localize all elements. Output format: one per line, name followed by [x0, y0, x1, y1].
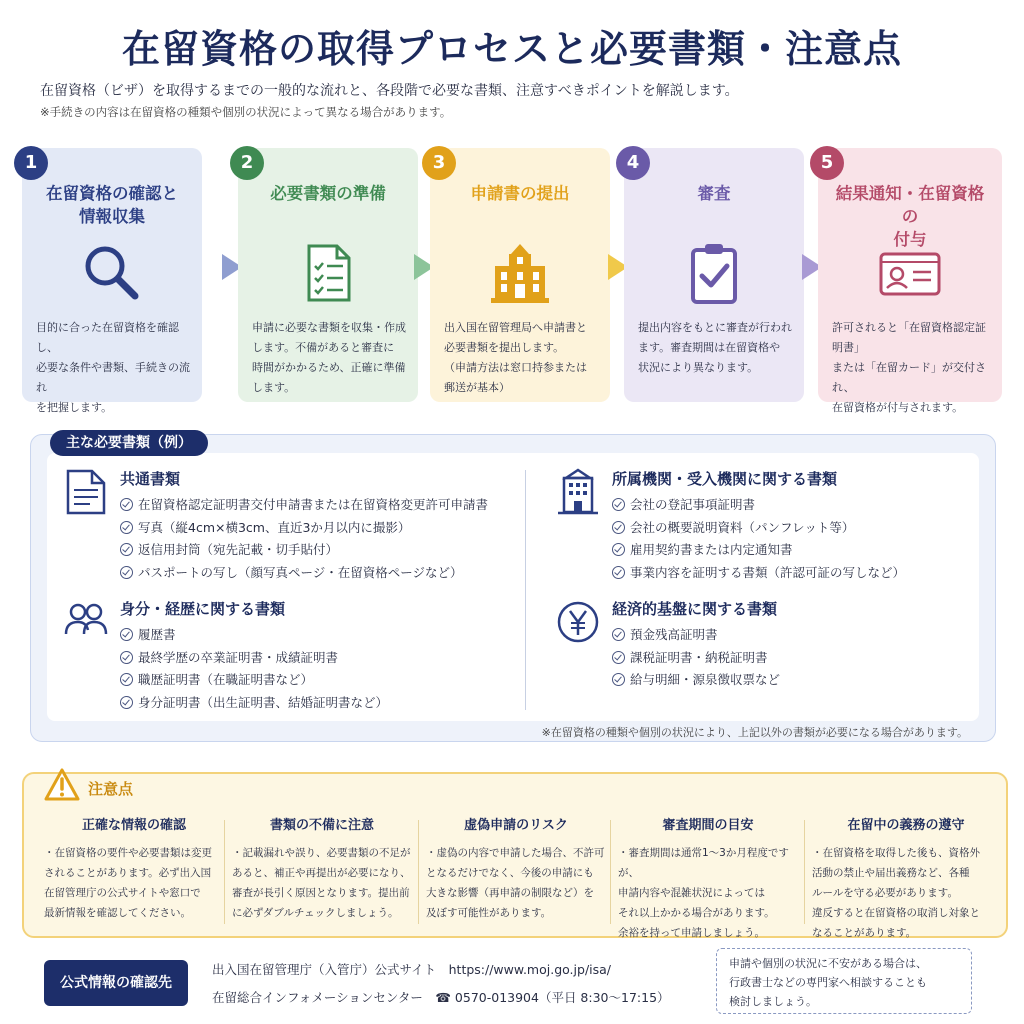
document-list [120, 494, 488, 584]
step-description: 出入国在留管理局へ申請書と 必要書類を提出します。 （申請方法は窓口持参または 郵送が基本） [444, 321, 587, 394]
list-item: 身分証明書（出生証明書、結婚証明書など） [120, 692, 388, 715]
clipboard-check-icon [681, 240, 747, 306]
check-icon [612, 543, 625, 556]
step-title: 在留資格の確認と 情報収集 [46, 184, 178, 226]
group-title: 所属機関・受入機関に関する書類 [612, 470, 838, 488]
divider [610, 820, 611, 924]
caution-item [232, 814, 412, 923]
warning-icon [44, 768, 80, 802]
info-center-contact: 在留総合インフォメーションセンター ☎ 0570-013904（平日 8:30～17:15） [212, 990, 670, 1005]
list-item: 給与明細・源泉徴収票など [612, 669, 780, 692]
list-item: 雇用契約書または内定通知書 [612, 539, 905, 562]
group-title: 経済的基盤に関する書類 [612, 600, 778, 618]
check-icon [612, 498, 625, 511]
doc-group-identity [64, 598, 514, 718]
official-site-link[interactable]: 出入国在留管理庁（入管庁）公式サイト https://www.moj.go.jp/isa/ [212, 962, 612, 977]
list-item: 履歴書 [120, 624, 388, 647]
list-item: 最終学歴の卒業証明書・成績証明書 [120, 647, 388, 670]
divider [525, 470, 526, 710]
document-list [120, 624, 388, 714]
list-item: 写真（縦4cm×横3cm、直近3か月以内に撮影） [120, 517, 488, 540]
step-description: 申請に必要な書類を収集・作成 します。不備があると審査に 時間がかかるため、正確に準備 します。 [252, 321, 406, 394]
step-1 [22, 148, 202, 414]
caution-heading: 虚偽申請のリスク [464, 818, 568, 833]
yen-icon [556, 598, 600, 646]
check-icon [120, 498, 133, 511]
caution-item [812, 814, 1000, 943]
check-icon [120, 696, 133, 709]
step-number: 4 [616, 146, 650, 180]
group-title: 共通書類 [120, 470, 181, 488]
caution-body: ・在留資格を取得した後も、資格外 活動の禁止や届出義務など、各種 ルールを守る必要があります。 違反すると在留資格の取消し対象と なることがあります。 [812, 847, 980, 939]
list-item: 預金残高証明書 [612, 624, 780, 647]
caution-body: ・在留資格の要件や必要書類は変更 されることがあります。必ず出入国 在留管理庁の公式サイトや窓口で 最新情報を確認してください。 [44, 847, 212, 919]
caution-item [618, 814, 798, 943]
step-description: 許可されると「在留資格認定証明書」 または「在留カード」が交付され、 在留資格が付与されます。 [832, 321, 986, 414]
step-3 [430, 148, 610, 402]
check-icon [120, 673, 133, 686]
list-item: 事業内容を証明する書類（許認可証の写しなど） [612, 562, 905, 585]
step-title: 結果通知・在留資格の 付与 [835, 184, 985, 249]
check-icon [120, 566, 133, 579]
check-icon [120, 543, 133, 556]
step-4 [624, 148, 804, 402]
caution-heading: 審査期間の目安 [662, 818, 754, 833]
check-icon [120, 628, 133, 641]
step-number: 1 [14, 146, 48, 180]
list-item: 在留資格認定証明書交付申請書または在留資格変更許可申請書 [120, 494, 488, 517]
step-number: 2 [230, 146, 264, 180]
document-list [612, 624, 780, 692]
doc-group-organization [556, 468, 976, 588]
intro-note: ※手続きの内容は在留資格の種類や個別の状況によって異なる場合があります。 [40, 105, 452, 119]
magnifier-icon [79, 240, 145, 306]
step-description: 目的に合った在留資格を確認し、 必要な条件や書類、手続きの流れ を把握します。 [36, 321, 190, 414]
document-list [612, 494, 905, 584]
checklist-icon [295, 240, 361, 306]
office-building-icon [556, 468, 600, 516]
check-icon [120, 521, 133, 534]
page-title: 在留資格の取得プロセスと必要書類・注意点 [121, 26, 902, 71]
divider [804, 820, 805, 924]
step-number: 3 [422, 146, 456, 180]
caution-heading: 在留中の義務の遵守 [847, 818, 965, 833]
list-item: 会社の登記事項証明書 [612, 494, 905, 517]
step-title: 審査 [697, 184, 731, 203]
caution-heading: 書類の不備に注意 [269, 818, 374, 833]
list-item: パスポートの写し（顔写真ページ・在留資格ページなど） [120, 562, 488, 585]
advice-box: 申請や個別の状況に不安がある場合は、 行政書士などの専門家へ相談することも 検討しましょう。 [716, 948, 972, 1014]
caution-heading: 正確な情報の確認 [81, 818, 186, 833]
step-description: 提出内容をもとに審査が行われ ます。審査期間は在留資格や 状況により異なります。 [638, 321, 792, 374]
building-icon [487, 240, 553, 306]
check-icon [120, 651, 133, 664]
check-icon [612, 628, 625, 641]
step-title: 必要書類の準備 [270, 184, 386, 203]
divider [418, 820, 419, 924]
step-title: 申請書の提出 [470, 184, 570, 203]
list-item: 職歴証明書（在職証明書など） [120, 669, 388, 692]
caution-item [44, 814, 224, 923]
group-title: 身分・経歴に関する書類 [120, 600, 286, 618]
intro-text: 在留資格（ビザ）を取得するまでの一般的な流れと、各段階で必要な書類、注意すべきポイントを解説します。 [40, 83, 739, 99]
caution-body: ・虚偽の内容で申請した場合、不許可 となるだけでなく、今後の申請にも 大きな影響（再申請の制限など）を 及ぼす可能性があります。 [426, 847, 605, 919]
check-icon [612, 566, 625, 579]
list-item: 返信用封筒（宛先記載・切手貼付） [120, 539, 488, 562]
step-number: 5 [810, 146, 844, 180]
check-icon [612, 673, 625, 686]
official-info-button[interactable]: 公式情報の確認先 [44, 960, 188, 1006]
id-card-icon [877, 240, 943, 306]
caution-body: ・審査期間は通常1～3か月程度ですが、 申請内容や混雑状況によっては それ以上かかる場合があります。 余裕を持って申請しましょう。 [618, 847, 789, 939]
list-item: 会社の概要説明資料（パンフレット等） [612, 517, 905, 540]
caution-body: ・記載漏れや誤り、必要書類の不足が あると、補正や再提出が必要になり、 審査が長引く原因となります。提出前 に必ずダブルチェックしましょう。 [232, 847, 411, 919]
document-icon [64, 468, 108, 516]
documents-note: ※在留資格の種類や個別の状況により、上記以外の書類が必要になる場合があります。 [541, 726, 968, 739]
check-icon [612, 651, 625, 664]
list-item: 課税証明書・納税証明書 [612, 647, 780, 670]
doc-group-common [64, 468, 514, 588]
doc-group-financial [556, 598, 976, 698]
caution-title: 注意点 [88, 780, 134, 798]
step-2 [238, 148, 418, 402]
documents-badge: 主な必要書類（例） [50, 430, 208, 456]
check-icon [612, 521, 625, 534]
people-icon [64, 598, 108, 646]
divider [224, 820, 225, 924]
caution-item [426, 814, 606, 923]
step-5 [818, 148, 1002, 414]
